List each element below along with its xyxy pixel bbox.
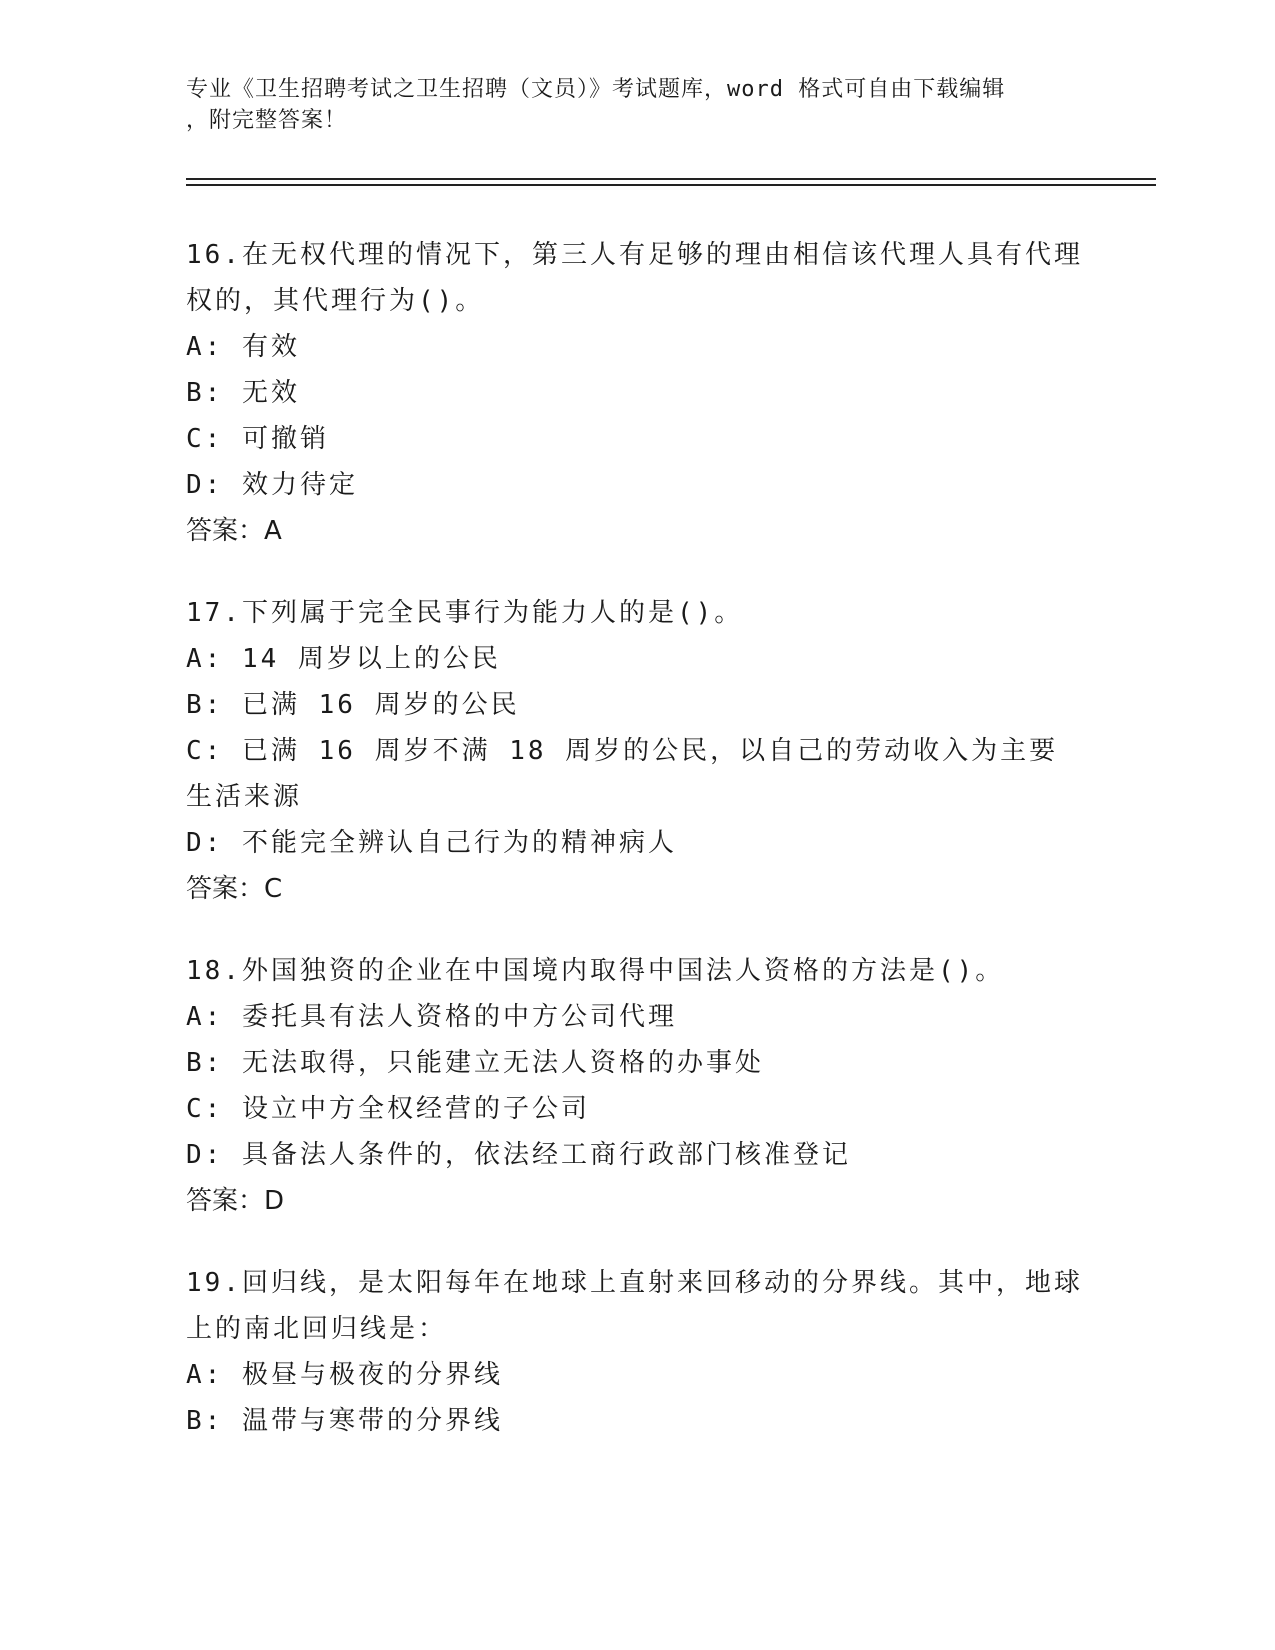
- document-header: 专业《卫生招聘考试之卫生招聘（文员）》考试题库，word 格式可自由下载编辑 ，附完整答案！: [186, 77, 1006, 133]
- header-divider-bottom: [186, 184, 1156, 186]
- question-17: [186, 590, 1086, 912]
- option-d: D: 效力待定: [186, 470, 358, 500]
- option-d: D: 具备法人条件的，依法经工商行政部门核准登记: [186, 1140, 851, 1170]
- answer-label: 答案：D: [186, 1186, 285, 1216]
- option-c: C: 已满 16 周岁不满 18 周岁的公民，以自己的劳动收入为主要生活来源: [186, 736, 1059, 812]
- question-list: [186, 232, 1086, 1480]
- question-stem: 16.在无权代理的情况下，第三人有足够的理由相信该代理人具有代理权的，其代理行为()。: [186, 240, 1083, 316]
- option-c: C: 可撤销: [186, 424, 329, 454]
- question-19: [186, 1260, 1086, 1444]
- option-a: A: 有效: [186, 332, 300, 362]
- option-a: A: 极昼与极夜的分界线: [186, 1360, 503, 1390]
- option-a: A: 委托具有法人资格的中方公司代理: [186, 1002, 677, 1032]
- question-stem: 19.回归线，是太阳每年在地球上直射来回移动的分界线。其中，地球上的南北回归线是：: [186, 1268, 1083, 1344]
- answer-label: 答案：A: [186, 516, 282, 546]
- option-b: B: 已满 16 周岁的公民: [186, 690, 520, 720]
- question-16: [186, 232, 1086, 554]
- option-a: A: 14 周岁以上的公民: [186, 644, 501, 674]
- header-divider-top: [186, 178, 1156, 180]
- question-18: [186, 948, 1086, 1224]
- option-b: B: 温带与寒带的分界线: [186, 1406, 503, 1436]
- question-stem: 18.外国独资的企业在中国境内取得中国法人资格的方法是()。: [186, 956, 1005, 986]
- option-b: B: 无效: [186, 378, 300, 408]
- option-c: C: 设立中方全权经营的子公司: [186, 1094, 590, 1124]
- option-d: D: 不能完全辨认自己行为的精神病人: [186, 828, 677, 858]
- question-stem: 17.下列属于完全民事行为能力人的是()。: [186, 598, 744, 628]
- answer-label: 答案：C: [186, 874, 283, 904]
- option-b: B: 无法取得，只能建立无法人资格的办事处: [186, 1048, 764, 1078]
